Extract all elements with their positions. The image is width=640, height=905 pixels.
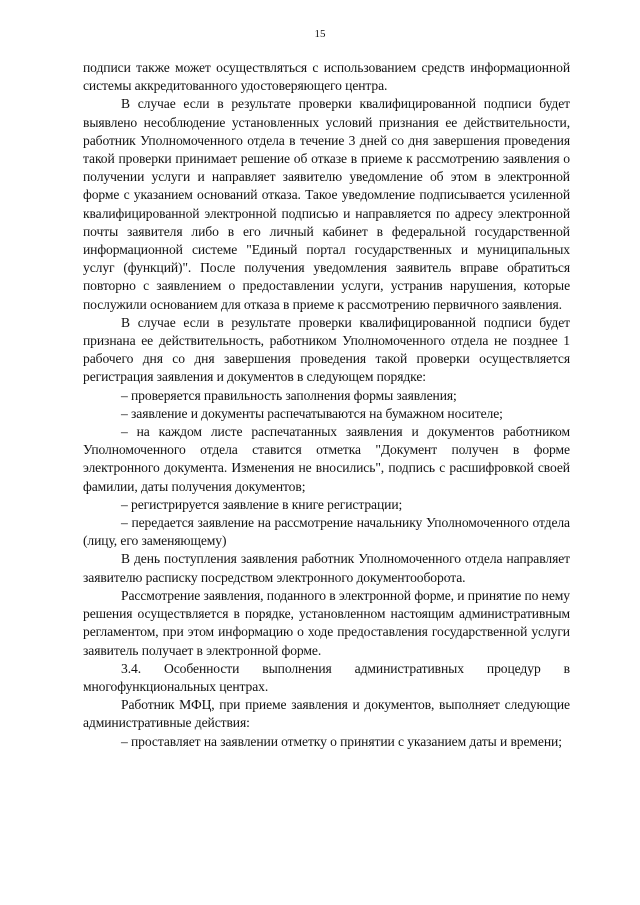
page-number: 15 bbox=[314, 28, 326, 40]
list-item: – передается заявление на рассмотрение начальнику Уполномоченного отдела (лицу, его заменяющему) bbox=[83, 515, 570, 549]
list-item: – заявление и документы распечатываются на бумажном носителе; bbox=[121, 405, 503, 421]
paragraph-receipt: В день поступления заявления работник Уполномоченного отдела направляет заявителю расписку посредством электронного документооборота. bbox=[83, 551, 570, 585]
list-item: – регистрируется заявление в книге регистрации; bbox=[121, 496, 403, 512]
paragraph-refusal: В случае если в результате проверки квалифицированной подписи будет выявлено несоблюдение установленных условий признания ее действительности, работник Уполномоченного отдела в течение 3 дней со дня завершения проведения такой проверки принимает решение об отказе в приеме к рассмотрению заявления о получении услуги и направляет заявителю уведомление об этом в электронной форме с указанием оснований отказа. Такое уведомление подписывается усиленной квалифицированной электронной подписью и направляется по адресу электронной почты заявителя либо в его личный кабинет в федеральной государственной информационной системе "Единый портал государственных и муниципальных услуг (функций)". После получения уведомления заявитель вправе обратиться повторно с заявлением о предоставлении услуги, устранив нарушения, которые послужили основанием для отказа в приеме к рассмотрению первичного заявления. bbox=[83, 96, 570, 312]
document-body bbox=[83, 59, 570, 751]
list-item: – проставляет на заявлении отметку о принятии с указанием даты и времени; bbox=[121, 733, 562, 749]
list-item: – на каждом листе распечатанных заявления и документов работником Уполномоченного отдела ставится отметка "Документ получен в форме электронного документа. Изменения не вносились", подпись с расшифровкой своей фамилии, даты получения документов; bbox=[83, 424, 570, 494]
paragraph-registration: В случае если в результате проверки квалифицированной подписи будет признана ее действительность, работником Уполномоченного отдела не позднее 1 рабочего дня со дня завершения проведения такой проверки осуществляется регистрация заявления и документов в следующем порядке: bbox=[83, 314, 570, 385]
list-item: – проверяется правильность заполнения формы заявления; bbox=[121, 387, 457, 403]
paragraph-mfc: Работник МФЦ, при приеме заявления и документов, выполняет следующие административные действия: bbox=[83, 697, 570, 731]
paragraph-continuation: подписи также может осуществляться с использованием средств информационной системы аккредитованного удостоверяющего центра. bbox=[83, 60, 570, 94]
paragraph-consideration: Рассмотрение заявления, поданного в электронной форме, и принятие по нему решения осуществляется в порядке, установленном настоящим административным регламентом, при этом информацию о ходе предоставления государственной услуги заявитель получает в электронной форме. bbox=[83, 587, 570, 658]
section-heading: 3.4. Особенности выполнения административных процедур в многофункциональных центрах. bbox=[83, 660, 570, 694]
